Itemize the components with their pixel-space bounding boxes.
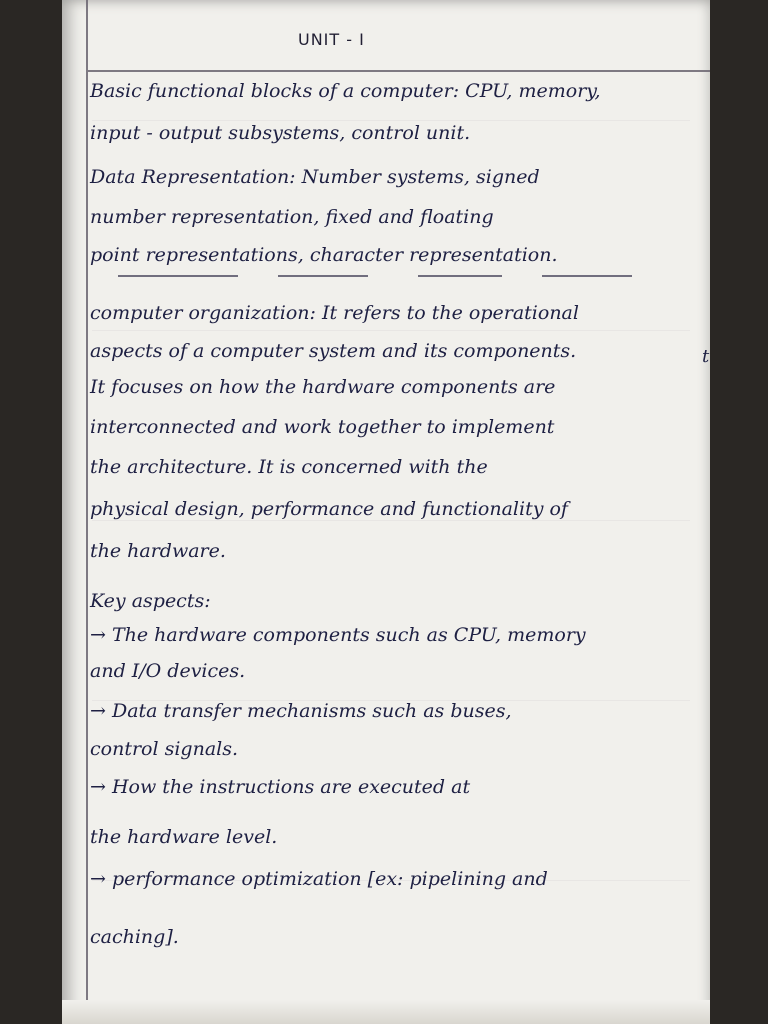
body-line: the architecture. It is concerned with the — [90, 456, 488, 478]
body-line: the hardware. — [90, 540, 226, 562]
separator — [278, 275, 368, 277]
key-aspects-heading: Key aspects: — [90, 590, 211, 612]
key-aspect-line: → Data transfer mechanisms such as buses, — [90, 700, 512, 722]
body-line: interconnected and work together to implement — [90, 416, 555, 438]
key-aspect-line: → The hardware components such as CPU, memory — [90, 624, 586, 646]
body-line: It focuses on how the hardware components are — [90, 376, 556, 398]
syllabus-line: Basic functional blocks of a computer: CPU, memory, — [90, 80, 601, 102]
key-aspect-line: the hardware level. — [90, 826, 278, 848]
body-line: aspects of a computer system and its components. — [90, 340, 577, 362]
key-aspect-line: caching]. — [90, 926, 179, 948]
page-bottom-edge — [62, 1000, 710, 1024]
separator — [118, 275, 238, 277]
syllabus-line: number representation, fixed and floating — [90, 206, 494, 228]
syllabus-line: Data Representation: Number systems, signed — [90, 166, 540, 188]
separator — [418, 275, 502, 277]
page-title: UNIT - I — [298, 30, 365, 49]
separator — [542, 275, 632, 277]
key-aspect-line: → How the instructions are executed at — [90, 776, 471, 798]
header-rule — [88, 70, 710, 72]
syllabus-line: input - output subsystems, control unit. — [90, 122, 471, 144]
key-aspect-line: control signals. — [90, 738, 239, 760]
margin-mark: t — [702, 346, 710, 367]
syllabus-line: point representations, character representation. — [90, 244, 558, 266]
key-aspect-line: → performance optimization [ex: pipelining and — [90, 868, 548, 890]
body-line: computer organization: It refers to the operational — [90, 302, 579, 324]
notebook-page — [62, 0, 710, 1024]
body-line: physical design, performance and functionality of — [90, 498, 568, 520]
key-aspect-line: and I/O devices. — [90, 660, 246, 682]
margin-line — [86, 0, 88, 1024]
